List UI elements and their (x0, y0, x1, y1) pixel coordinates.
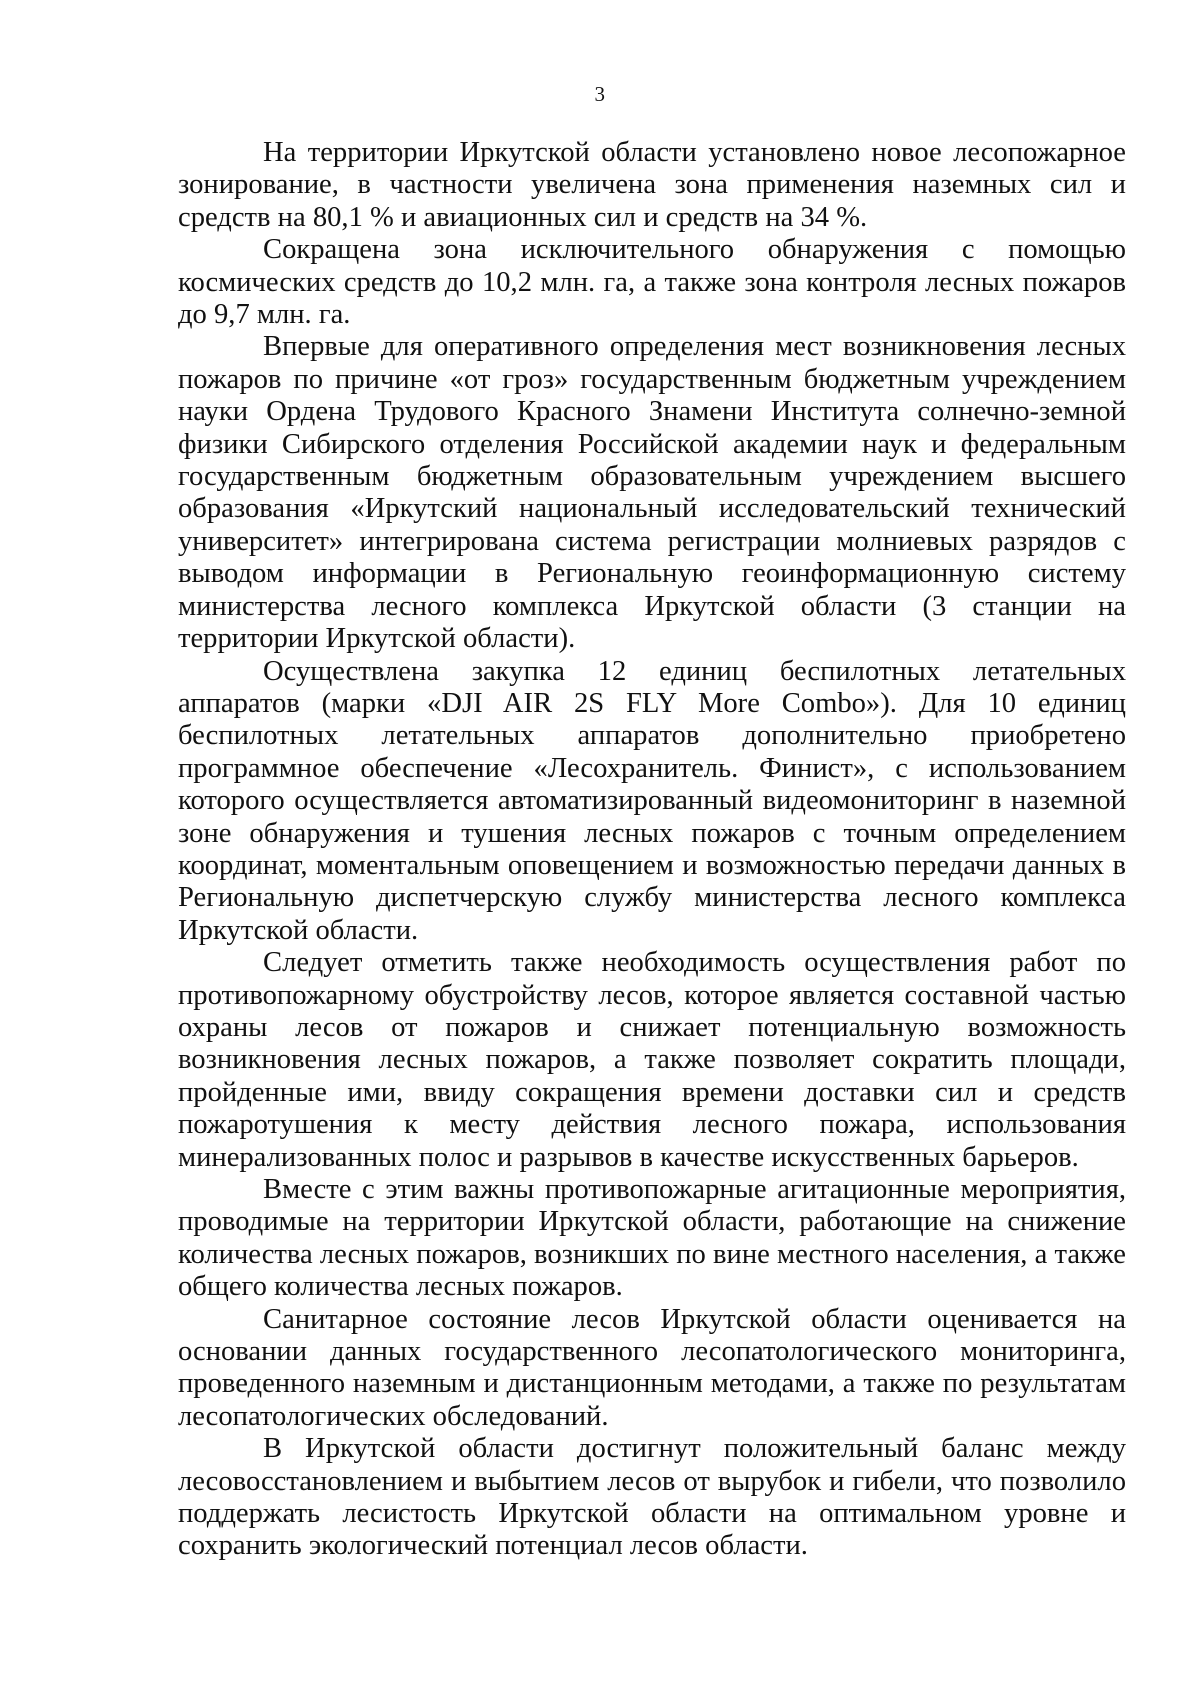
paragraph-fire-prevention: Следует отметить также необходимость осуществления работ по противопожарному обустройству лесов, которое является составной частью охраны лесов от пожаров и снижает потенциальную возможность возникновения лесных пожаров, а также позволяет сократить площади, пройденные ими, ввиду сокращения времени доставки сил и средств пожаротушения к месту действия лесного пожара, использования минерализованных полос и разрывов в качестве искусственных барьеров. (178, 947, 1126, 1173)
paragraph-drones: Осуществлена закупка 12 единиц беспилотных летательных аппаратов (марки «DJI AIR 2S FLY More Combo»). Для 10 единиц беспилотных летательных аппаратов дополнительно приобретено программное обеспечение «Лесохранитель. Финист», с использованием которого осуществляется автоматизированный видеомониторинг в наземной зоне обнаружения и тушения лесных пожаров с точным определением координат, моментальным оповещением и возможностью передачи данных в Региональную диспетчерскую службу министерства лесного комплекса Иркутской области. (178, 655, 1126, 946)
paragraph-lightning-system: Впервые для оперативного определения мест возникновения лесных пожаров по причине «от гроз» государственным бюджетным учреждением науки Ордена Трудового Красного Знамени Института солнечно-земной физики Сибирского отделения Российской академии наук и федеральным государственным бюджетным образовательным учреждением высшего образования «Иркутский национальный исследовательский технический университет» интегрирована система регистрации молниевых разрядов с выводом информации в Региональную геоинформационную систему министерства лесного комплекса Иркутской области (3 станции на территории Иркутской области). (178, 331, 1126, 655)
paragraph-detection-zone: Сокращена зона исключительного обнаружения с помощью космических средств до 10,2 млн. га, а также зона контроля лесных пожаров до 9,7 млн. га. (178, 234, 1126, 331)
paragraph-awareness: Вместе с этим важны противопожарные агитационные мероприятия, проводимые на территории Иркутской области, работающие на снижение количества лесных пожаров, возникших по вине местного населения, а также общего количества лесных пожаров. (178, 1174, 1126, 1303)
page-number: 3 (594, 82, 606, 106)
paragraph-fire-zoning: На территории Иркутской области установлено новое лесопожарное зонирование, в частности увеличена зона применения наземных сил и средств на 80,1 % и авиационных сил и средств на 34 %. (178, 137, 1126, 233)
paragraph-forest-balance: В Иркутской области достигнут положительный баланс между лесовосстановлением и выбытием лесов от вырубок и гибели, что позволило поддержать лесистость Иркутской области на оптимальном уровне и сохранить экологический потенциал лесов области. (178, 1433, 1126, 1562)
document-body (178, 137, 1126, 1563)
paragraph-sanitary-state: Санитарное состояние лесов Иркутской области оценивается на основании данных государственного лесопатологического мониторинга, проведенного наземным и дистанционным методами, а также по результатам лесопатологических обследований. (178, 1303, 1126, 1432)
